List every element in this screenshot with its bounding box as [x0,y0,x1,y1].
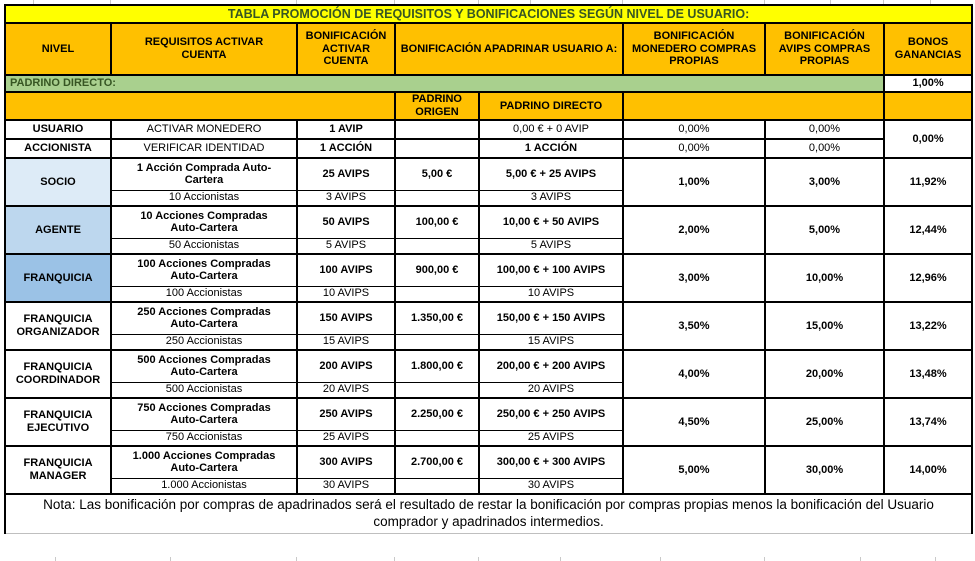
padrino-directo-band-row [5,75,972,92]
padrino-directo-cell: 10,00 € + 50 AVIPS [479,206,623,238]
padrino-directo-sub-cell: 3 AVIPS [479,190,623,206]
requisito-cell: VERIFICAR IDENTIDAD [111,139,297,158]
title-row [5,5,972,23]
padrino-directo-band-value: 1,00% [884,75,972,92]
padrino-origen-cell [395,139,479,158]
bonos-cell: 13,48% [884,350,972,398]
avips-cell: 25,00% [765,398,884,446]
col-header-nivel: NIVEL [5,23,111,75]
bonificacion-activar-sub-cell: 10 AVIPS [297,286,395,302]
padrino-directo-cell: 250,00 € + 250 AVIPS [479,398,623,430]
monedero-cell: 4,50% [623,398,765,446]
padrino-directo-sub-cell: 30 AVIPS [479,478,623,494]
bonos-cell: 14,00% [884,446,972,494]
padrino-origen-cell [395,120,479,139]
row-franquicia-organizador [5,302,972,334]
level-name-cell: ACCIONISTA [5,139,111,158]
requisito-label: 250 Acciones Compradas Auto-Cartera [137,305,271,331]
avips-cell: 30,00% [765,446,884,494]
row-agente [5,206,972,238]
requisito-label: 10 Acciones Compradas Auto-Cartera [140,209,268,235]
padrino-directo-cell: 100,00 € + 100 AVIPS [479,254,623,286]
padrino-directo-cell: 300,00 € + 300 AVIPS [479,446,623,478]
col-header-monedero: BONIFICACIÓN MONEDERO COMPRAS PROPIAS [623,23,765,75]
level-name-cell: FRANQUICIA EJECUTIVO [5,398,111,446]
padrino-origen-cell: 2.700,00 € [395,446,479,478]
bonificacion-activar-cell: 25 AVIPS [297,158,395,190]
row-franquicia-manager [5,446,972,478]
bonificacion-activar-cell: 1 AVIP [297,120,395,139]
requisito-label: 750 Acciones Compradas Auto-Cartera [137,401,271,427]
level-name-cell: AGENTE [5,206,111,254]
row-franquicia-coordinador [5,350,972,382]
padrino-origen-cell: 1.350,00 € [395,302,479,334]
avips-cell: 5,00% [765,206,884,254]
note-row [5,494,972,533]
padrino-directo-sub-cell: 20 AVIPS [479,382,623,398]
requisito-cell [111,302,297,334]
monedero-cell: 2,00% [623,206,765,254]
promotion-table [4,4,973,534]
bonificacion-activar-sub-cell: 5 AVIPS [297,238,395,254]
row-accionista [5,139,972,158]
col-header-apadrinar: BONIFICACIÓN APADRINAR USUARIO A: [395,23,623,75]
bonos-cell: 13,74% [884,398,972,446]
requisito-cell [111,206,297,238]
padrino-directo-sub-cell: 5 AVIPS [479,238,623,254]
level-name-cell: FRANQUICIA MANAGER [5,446,111,494]
requisito-cell [111,158,297,190]
requisito-label: 500 Acciones Compradas Auto-Cartera [137,353,271,379]
monedero-cell: 4,00% [623,350,765,398]
level-name-cell: FRANQUICIA ORGANIZADOR [5,302,111,350]
bonificacion-activar-cell: 300 AVIPS [297,446,395,478]
subheader-spacer-right [884,92,972,120]
col-header-avips: BONIFICACIÓN AVIPS COMPRAS PROPIAS [765,23,884,75]
header-row [5,23,972,75]
bonos-cell: 12,96% [884,254,972,302]
col-header-bonos: BONOS GANANCIAS [884,23,972,75]
padrino-origen-cell: 900,00 € [395,254,479,286]
subheader-spacer-left [5,92,395,120]
bonificacion-activar-sub-cell: 15 AVIPS [297,334,395,350]
monedero-cell: 0,00% [623,120,765,139]
padrino-origen-cell: 2.250,00 € [395,398,479,430]
avips-cell: 0,00% [765,120,884,139]
padrino-directo-cell: 5,00 € + 25 AVIPS [479,158,623,190]
requisito-label: 1.000 Acciones Compradas Auto-Cartera [132,449,276,475]
level-name-cell: FRANQUICIA [5,254,111,302]
bonificacion-activar-cell: 50 AVIPS [297,206,395,238]
padrino-origen-empty-cell [395,286,479,302]
requisito-sub-cell: 250 Accionistas [111,334,297,350]
bonificacion-activar-sub-cell: 30 AVIPS [297,478,395,494]
bonificacion-activar-cell: 100 AVIPS [297,254,395,286]
bonificacion-activar-cell: 1 ACCIÓN [297,139,395,158]
bonificacion-activar-cell: 200 AVIPS [297,350,395,382]
requisito-sub-cell: 750 Accionistas [111,430,297,446]
subheader-spacer-mid [623,92,884,120]
padrino-origen-empty-cell [395,334,479,350]
row-franquicia-ejecutivo [5,398,972,430]
requisito-cell [111,350,297,382]
bonificacion-activar-sub-cell: 20 AVIPS [297,382,395,398]
row-usuario [5,120,972,139]
requisito-sub-cell: 500 Accionistas [111,382,297,398]
padrino-origen-empty-cell [395,430,479,446]
requisito-sub-cell: 100 Accionistas [111,286,297,302]
bonos-cell: 0,00% [884,120,972,158]
avips-cell: 3,00% [765,158,884,206]
padrino-directo-sub-cell: 15 AVIPS [479,334,623,350]
padrino-directo-cell: 0,00 € + 0 AVIP [479,120,623,139]
monedero-cell: 0,00% [623,139,765,158]
padrino-origen-cell: 5,00 € [395,158,479,190]
padrino-origen-empty-cell [395,190,479,206]
col-header-bonificacion-activar: BONIFICACIÓN ACTIVAR CUENTA [297,23,395,75]
monedero-cell: 5,00% [623,446,765,494]
requisito-label: 100 Acciones Compradas Auto-Cartera [137,257,271,283]
level-name-cell: USUARIO [5,120,111,139]
bonificacion-activar-cell: 150 AVIPS [297,302,395,334]
avips-cell: 20,00% [765,350,884,398]
avips-cell: 0,00% [765,139,884,158]
bonos-cell: 11,92% [884,158,972,206]
col-header-requisitos-label: REQUISITOS ACTIVAR CUENTA [144,36,264,61]
subheader-padrino-directo: PADRINO DIRECTO [479,92,623,120]
row-franquicia [5,254,972,286]
requisito-cell [111,398,297,430]
padrino-directo-sub-cell: 10 AVIPS [479,286,623,302]
monedero-cell: 3,00% [623,254,765,302]
footnote-text: Nota: Las bonificación por compras de apadrinados será el resultado de restar la bonificación por compras propias menos la bonificación del Usuario comprador y apadrinados intermedios. [5,494,972,533]
level-name-cell: FRANQUICIA COORDINADOR [5,350,111,398]
requisito-cell [111,446,297,478]
requisito-label: 1 Acción Comprada Auto-Cartera [136,161,272,187]
bonos-cell: 12,44% [884,206,972,254]
padrino-origen-empty-cell [395,382,479,398]
requisito-sub-cell: 1.000 Accionistas [111,478,297,494]
requisito-sub-cell: 10 Accionistas [111,190,297,206]
monedero-cell: 3,50% [623,302,765,350]
col-header-requisitos [111,23,297,75]
subheader-row [5,92,972,120]
avips-cell: 15,00% [765,302,884,350]
subheader-padrino-origen: PADRINO ORIGEN [395,92,479,120]
requisito-cell [111,254,297,286]
padrino-origen-empty-cell [395,238,479,254]
requisito-sub-cell: 50 Accionistas [111,238,297,254]
monedero-cell: 1,00% [623,158,765,206]
bonificacion-activar-sub-cell: 25 AVIPS [297,430,395,446]
padrino-origen-empty-cell [395,478,479,494]
bonificacion-activar-sub-cell: 3 AVIPS [297,190,395,206]
padrino-directo-cell: 150,00 € + 150 AVIPS [479,302,623,334]
avips-cell: 10,00% [765,254,884,302]
table-title: TABLA PROMOCIÓN DE REQUISITOS Y BONIFICACIONES SEGÚN NIVEL DE USUARIO: [5,5,972,23]
bonificacion-activar-cell: 250 AVIPS [297,398,395,430]
padrino-directo-band-label: PADRINO DIRECTO: [5,75,884,92]
padrino-directo-cell: 1 ACCIÓN [479,139,623,158]
padrino-origen-cell: 100,00 € [395,206,479,238]
requisito-cell: ACTIVAR MONEDERO [111,120,297,139]
bonos-cell: 13,22% [884,302,972,350]
level-name-cell: SOCIO [5,158,111,206]
row-socio [5,158,972,190]
padrino-directo-cell: 200,00 € + 200 AVIPS [479,350,623,382]
padrino-directo-sub-cell: 25 AVIPS [479,430,623,446]
padrino-origen-cell: 1.800,00 € [395,350,479,382]
